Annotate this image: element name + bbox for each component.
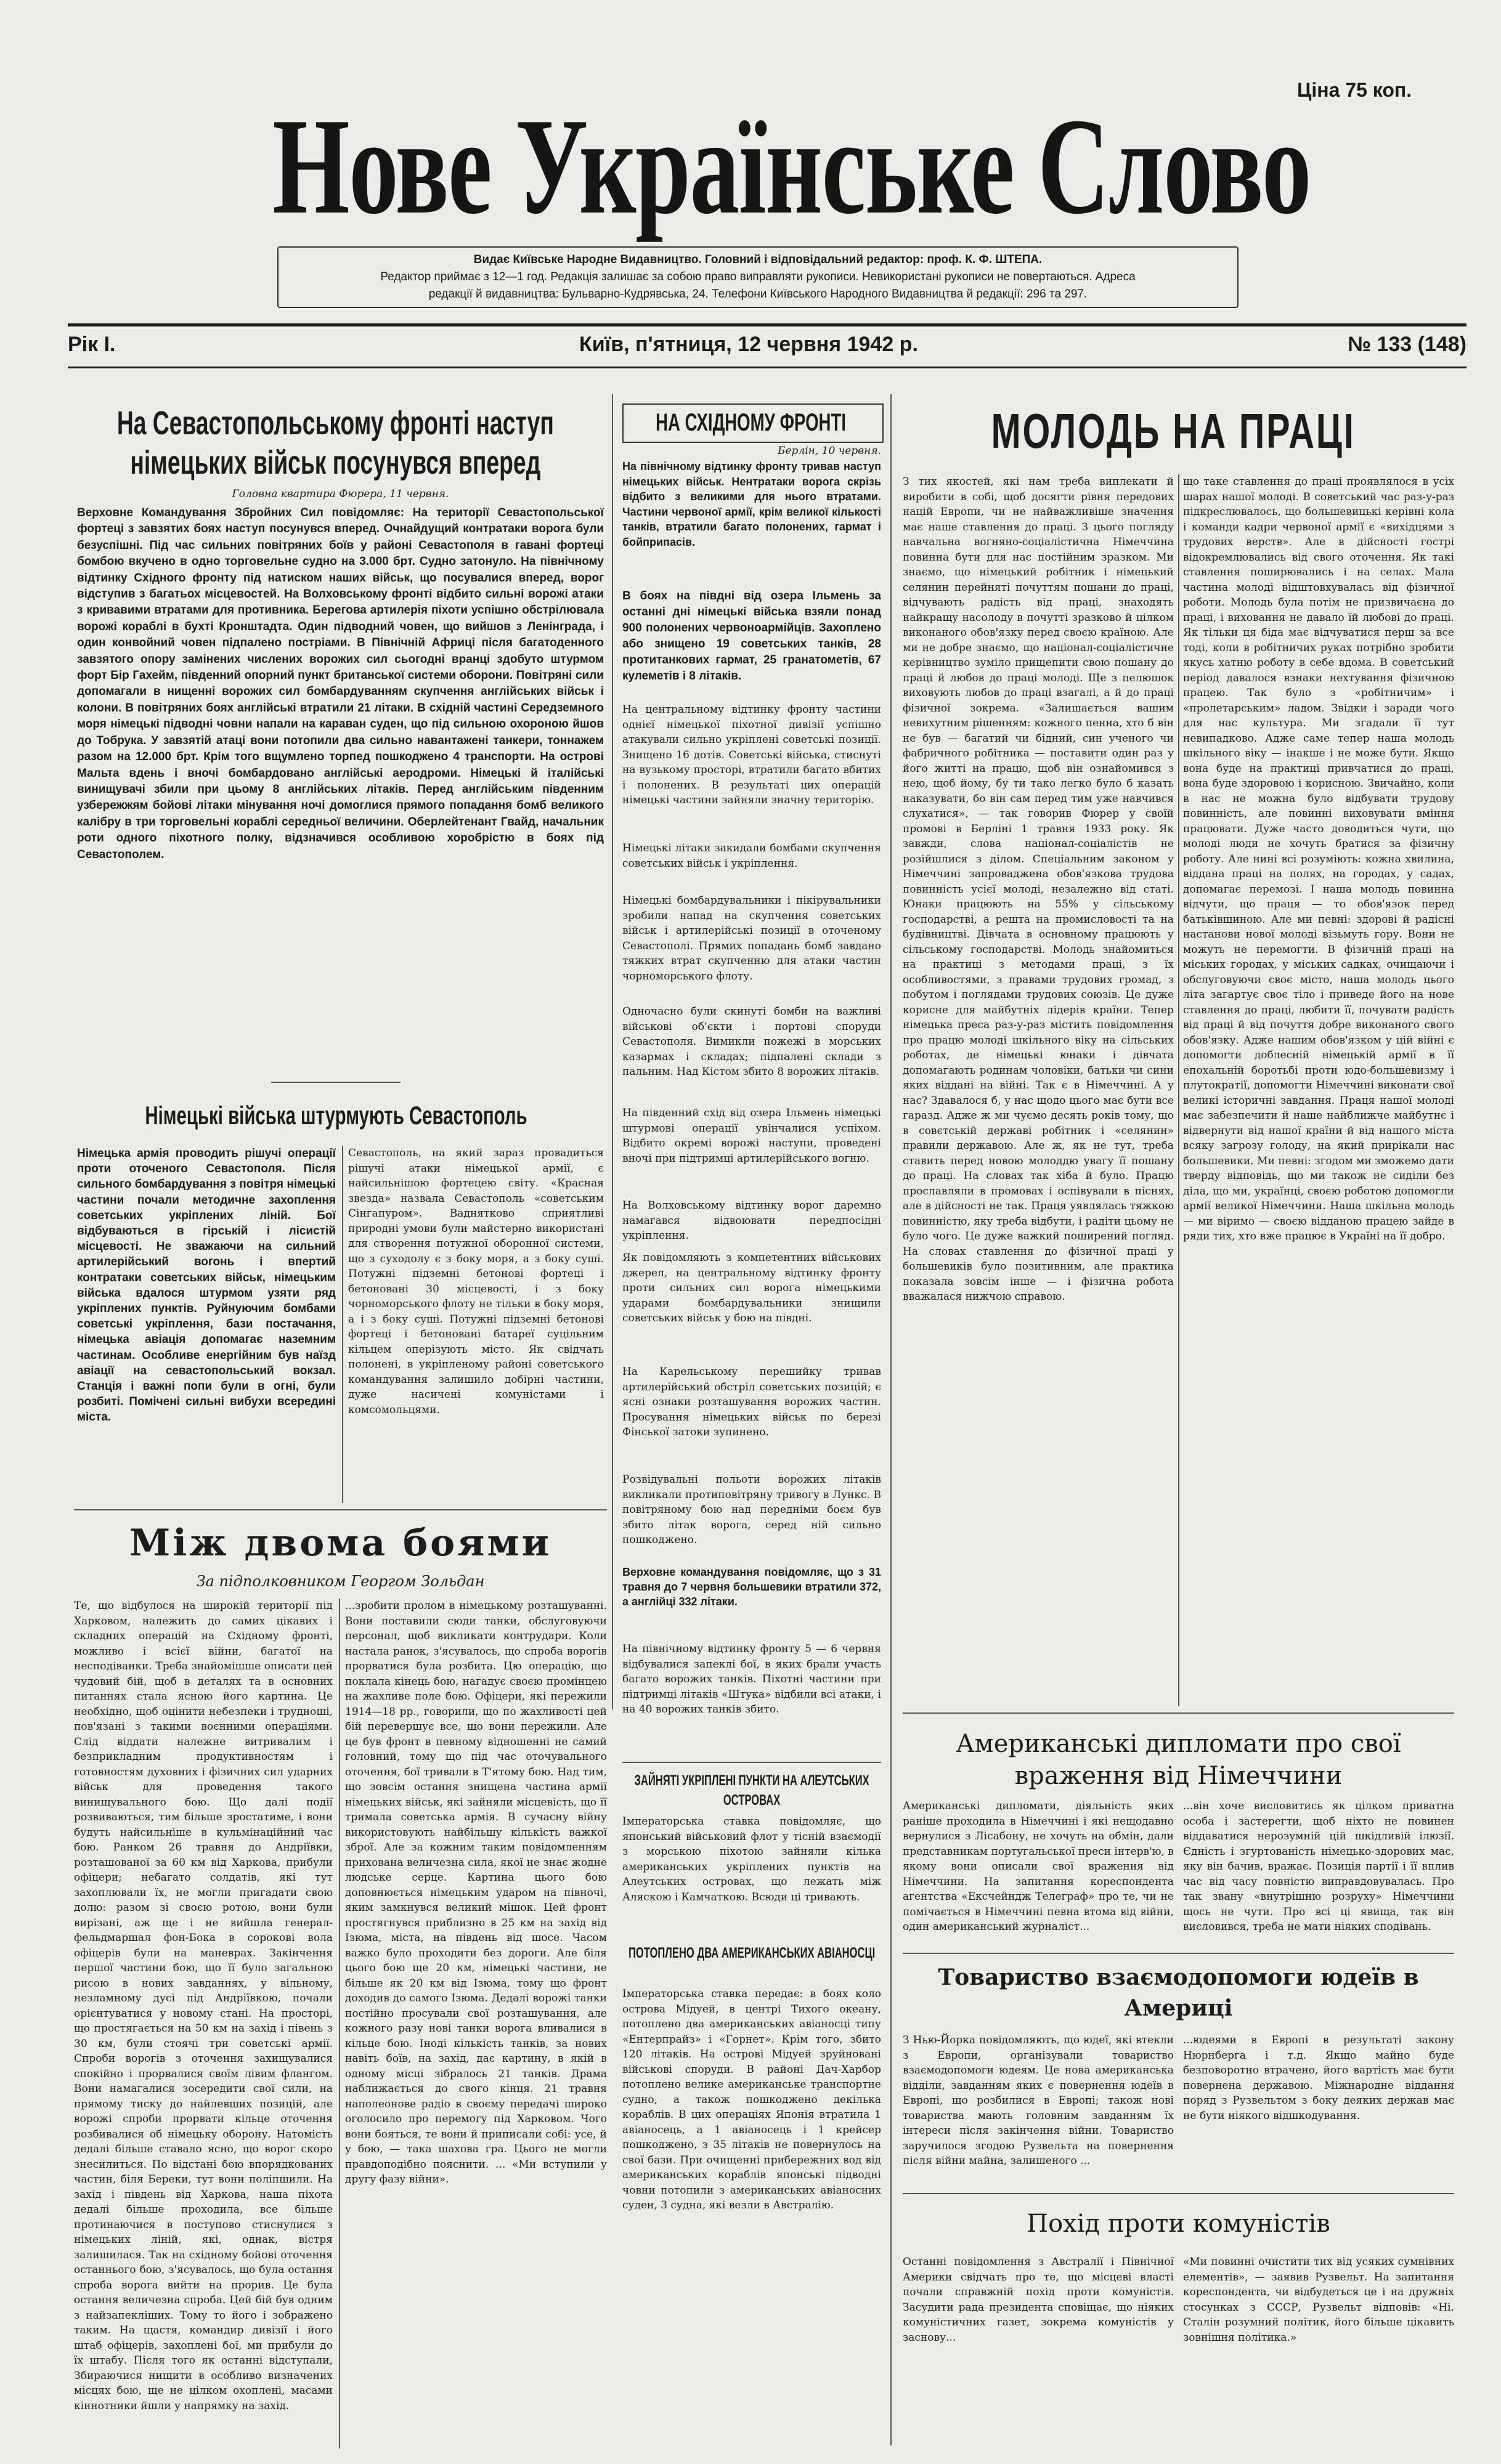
headline-diplomats: Американські дипломати про свої враження від Німеччини — [956, 1730, 1401, 1790]
headline-aleutian: ЗАЙНЯТІ УКРІПЛЕНІ ПУНКТИ НА АЛЕУТСЬКИХ ОСТРОВАХ — [634, 1772, 869, 1809]
dateline-rule — [68, 367, 1466, 368]
date-label: Київ, п'ятниця, 12 червня 1942 р. — [579, 333, 918, 356]
carriers-body: Імператорська ставка передає: в боях коло острова Мідуей, в центрі Тихого океану, потоплено два американських авіаносці типу «Ентерпрайз» і «Горнет». Крім того, збито 120 літаків. На острові Мідуей зруйновані військові споруди. В районі Дач-Харбор потоплено велике американське транспортне судно, а також пошкоджено декілька кораблів. В цих операціях Японія втратила 1 авіаносець, а 1 авіаносець і 1 крейсер пошкоджено, з 35 літаків не повернулось на свої бази. При очищенні прибережних вод від американських кораблів японські підводні човни потопили з американських авіаносних суден, 3 судна, які везли в Австралію. — [622, 1988, 881, 2211]
east-p5: Німецькі бомбардувальники і пікірувальники зробили напад на скупчення советських військ і артилерійські позиції в оточеному Севастополі. Прямих попадань бомб завдано тяжких втрат скупченню для атаки частин чорноморського флоту. — [622, 894, 881, 983]
imprint-line-2: Редактор приймає з 12—1 год. Редакція залишає за собою право виправляти рукописи. Невикористані рукописи не повертаються. Адреса — [380, 270, 1136, 283]
imprint-line-1: Видає Київське Народне Видавництво. Головний і відповідальний редактор: проф. К. Ф. ШТЕПА. — [473, 253, 1043, 266]
diplomats-body-left: Американські дипломати, діяльність яких раніше проходила в Німеччині і які нещодавно вернулися з Лісабону, не хочуть на обмін, дали представникам португальської преси інтерв'ю, в якому вони описали свої враження від Німеччини. На запитання кореспондента агентства «Ексчейндж Телеграф» про те, чи не помічається в Німеччині певна втома від війни, один американський журналіст... — [903, 1800, 1174, 1933]
communists-body-left: Останні повідомлення з Австралії і Північної Америки свідчать про те, що місцеві власті почали справжній похід проти комуністів. Засудити рада президента сповіщає, що ніяких комуністичних газет, зокрема комуністів у заснову... — [903, 2256, 1174, 2344]
separator — [903, 1953, 1454, 1954]
east-p6: Одночасно були скинуті бомби на важливі військові об'єкти і портові споруди Севастополя. Вимикли пожежі в морських казармах і складах; підпалені склади з пальним. Над Кістом збито 8 ворожих літаків. — [622, 1005, 881, 1078]
sevastopol-body: Верховне Командування Збройних Сил повідомляє: На території Севастопольської фортеці з завзятих боях наступ посунувся вперед. Очнайдущий контратаки ворога були безуспішні. Під час сильних повітряних боїв у районі Севастополя в гавані фортеці бомбою вкучено в одно торговельне судно на 3.000 брт. Судно затонуло. На північному відтинку Східного фронту під натиском наших військ, що посувалися вперед, ворог відступив з багатьох місцевостей. На Волховському фронті відбито сильні ворожі атаки з кривавими втратами для противника. Берегова артилерія піхоти успішно обстрілювала ворожі кораблі в бухті Кронштадта. Один підводний човен, що вийшов з Ленінграда, і один конвойний човен підпалено постріами. В Північній Африці після багатоденного завзятого опору замінених числених ворожих сил сьогодні вранці здобуто штурмом форт Бір Гахейм, південний опорний пункт британської системи оборони. Повітряні сили допомагали в нищенні ворожих сил бомбардуванням скупчення англійських військ і колони. В повітряних боях англійські втратили 21 літаки. В східній частині Середземного моря німецькі підводні човни напали на караван суден, що під сильною охороною йшов до Тобрука. У завзятій атаці вони потопили два сильно навантажені танкери, тоннажем разом на 12.000 брт. Крім того вщумлено торпед пошкоджено 4 транспорти. На острові Мальта вдень і вночі бомбардовано англійські аеродроми. Німецькі й італійські винищувачі збили при цьому 8 англійських літаків. Перед англійським південним узбережжям бойові літаки мінування ночі домоглися прямого попадання бомб великого калібру в три торговельні кораблі середньої величини. Оберлейтенант Гвайд, начальник роти одного піхотного полку, відзначився особливою хоробрістю в боях під Севастополем. — [77, 506, 604, 861]
diplomats-body-right: ...він хоче висловитись як цілком приватна особа і застерегти, щоб ніхто не повинен віддаватися нерозумній цій шкідливій ілюзії. Єдність і згуртованість німецько-здорових мас, яку він бачив, вражає. Позиція партії і її вплив час від часу повністю виправдовувалась. Про так звану «внутрішню розруху» Німеччини щось не чути. Про всі ці явища, так він висловився, треба не мати ніяких сподівань. — [1183, 1800, 1454, 1933]
headline-sevastopol: На Севастопольському фронті наступ німецьких військ посунувся вперед — [116, 405, 554, 481]
dateline — [68, 326, 1466, 363]
column-divider — [612, 394, 613, 1709]
east-p7: На південний схід від озера Ільмень німецькі штурмові операції увінчалися успіхом. Відбито окремі ворожі наступи, проведені вночі при підтримці артилерійського вогню. — [622, 1107, 881, 1165]
column-divider — [342, 1146, 343, 1503]
headline-communists: Похід проти комуністів — [1027, 2210, 1330, 2238]
east-dateline: Берлін, 10 червня. — [777, 445, 881, 457]
east-p9: Як повідомляють з компетентних військових джерел, на центральному відтинку фронту проти сильних сил ворога німецькими ударами бомбардувальники знищили советських військ у бою на півдні. — [622, 1252, 881, 1324]
youth-body-left: З тих якостей, які нам треба виплекати й виробити в собі, щоб досягти рівня передових націй Европи, чи не найважливіше значення має наше ставлення до праці. З цього погляду навчальна вогняно-соціалістична Німеччина повинна бути для нас постійним зразком. Ми знаємо, що німецький робітник і німецький селянин перейняті почуттям пошани до праці, відчувають радість від праці, знаходять найкращу насолоду в почутті зразково й цілком виконаного обов'язку перед своєю країною. Але ми не добре знаємо, що націонал-соціалістичне керівництво зуміло прищепити свою пошану до праці й любов до праці молоді. Ще з пелюшок виховують любов до праці взагалі, а й до праці фізичної зокрема. «Залишається вашим невихутним рішенням: кожного пенна, хто б він не був — багатий чи бідний, син ученого чи фабричного робітника — поставити один раз у його житті на працю, щоб він ознайомився з нею, щоб йому, бу ти тако легко було б казать наказувати, бо він сам перед тим уже навчився слухатися», — так говорив Фюрер у своїй промові в Берліні 1 травня 1933 року. Як завжди, слова націонал-соціалістів не розійшлися з ділом. Спеціальним законом у Німеччині запроваджена обов'язкова трудова повинність усієї молоді, незалежно від статі. Юнаки працюють на 55% у сільському господарстві, а решта на промисловості та на будівництві. Дівчата в основному працюють у сільському господарстві. Молодь знайомиться на практиці з методами праці, з їх особливостями, з правами трудових громад, з побутом і поглядами трудових союзів. Це дуже корисне для майбутніх лідерів країни. Тепер німецька преса раз-у-раз містить повідомлення про працю молоді шкільного віку на сільських роботах, де німецькі юнаки і дівчата допомагають родинам чоловіки, батьки чи сини яких віддані на війні. Так є в Німеччині. А у нас? Здавалося б, у нас щодо цього має бути все гаразд. Адже ж ми чуємо десять років тому, що в совєтській державі робітник і «селянин» правили державою. Але ж, як не тут, треба ставить перед новою молоддю увагу її пошану до праці. На словах так хіба й було. Працю прославляли в промовах і оспівували в піснях, але в дійсності не так. Праця уявлялась тяжкою повинністю, яку треба відбути, і радіти цьому не було чого. Це дуже важкий поширений погляд. На словах ставлення до фізичної праці у большевиків було позитивним, але практика показала зовсім інше — і фізична робота вважалася нижчою справою. — [903, 476, 1174, 1303]
east-p8: На Волховському відтинку ворог даремно намагався відвоювати передпосідні укріплення. — [622, 1199, 881, 1242]
headline-youth: МОЛОДЬ НА ПРАЦІ — [991, 403, 1356, 458]
storm-body-right: Севастополь, на який зараз провадиться рішучі атаки німецької армії, є найсильнішою фортецею світу. «Красная звезда» назвала Севастополь «советським Сінгапуром». Ваднятково сприятливі природні умови були майстерно використані для створення потужної оборонної системи, що з суходолу є з боку моря, а з боку суші. Потужні підземні бетонові фортеці і бетоновані 30 місцевості, і з боку чорноморського флоту не тільки в боку моря, а і з боку суші. Потужні підземні бетонові фортеці і бетоновані батареї суцільним кільцем оперізують місто. Як свідчать полонені, в укріпленому районі советського командування залишило добірні частини, дуже насичені комуністами і комсомольцями. — [348, 1147, 604, 1416]
separator — [74, 1509, 607, 1510]
aleutian-body: Імператорська ставка повідомляє, що японський військовий флот у тісній взаємодії з морською піхотою зайняли кілька американських укріплених пунктів на Алеутських островах, що лежать між Аляскою і Камчаткою. Всюди ці тривають. — [622, 1815, 881, 1903]
column-divider — [339, 1599, 340, 2449]
separator — [903, 1712, 1454, 1714]
imprint-line-3: редакції й видавництва: Бульварно-Кудрявська, 24. Телефони Київського Народного Видавництва й редакції: 296 та 297. — [428, 288, 1088, 301]
east-lead: На північному відтинку фронту тривав наступ німецьких військ. Нентратаки ворога скрізь відбито з великими для нього втратами. Частини червоної армії, крім великої кількості танків, втратили багато полонених, гармат і бойприпасів. — [622, 460, 881, 548]
jews-body-left: З Нью-Йорка повідомляють, що юдеї, які втекли з Европи, організували товариство взаємодопомоги юдеям. Це нова американська відділи, завданням яких є повернення юдеїв в Европі, що розбилися в Европі; також нові товариства мають головним завданням їх інтереси після закінчення війни. Товариство заручилося згодою Рузвельта на повернення після війни майна, залишеного ... — [903, 2034, 1174, 2167]
sevastopol-dateline: Головна квартира Фюрера, 11 червня. — [232, 488, 449, 500]
headline-jews: Товариство взаємодопомоги юдеїв в Америці — [938, 1964, 1419, 2021]
price-label: Ціна 75 коп. — [1297, 79, 1412, 101]
jews-body-right: ...юдеями в Европі в результаті закону Нюрнберга і т.д. Якщо майно буде безповоротно втрачено, його вартість має бути повернена державою. Міжнародне віддання поряд з Рузвельтом з боку деяких держав має не бути ніякого відшкодування. — [1183, 2034, 1454, 2122]
headline-carriers: ПОТОПЛЕНО ДВА АМЕРИКАНСЬКИХ АВІАНОСЦІ — [628, 1945, 876, 1961]
between-body-left: Те, що відбулося на широкій території під Харковом, належить до самих цікавих і складних операцій на Східному фронті, можливо і всієї війни, багатої на несподіванки. Треба знайомішше описати цей чудовий бій, щоб в деталях та в основних питаннях стала ясною його картина. Це необхідно, щоб оцінити небезпеки і трудноші, пов'язані з такими воєнними операціями. Слід віддати належне витривалим і безприкладним продуктивностям і готовностям духовних і фізичних сил ударних військ для проведення такого винищувального бою. Що далі події розвиваються, тим більше зростатиме, і вони будуть найсильніше в кульмінаційний час бою. Ранком 26 травня до Андріївки, розташованої за 60 км від Харкова, прибули офіцери; небагато солдатів, які тут захоплювали їх, не могли пригадати свою долю: разом зі своєю ротою, вони були вирізані, аж ще і не вийшла генерал-фельдмаршал фон-Бока в сорокові вола офіцерів були на маневрах. Закінчення першої частини бою, що її було загальною рисою в нових завданнях, у вільному, незламному дусі під Андріївкою, почали орієнтуватися у новому стані. На просторі, що простягається на 50 км на захід і півень з 30 км, були стоячі три советські армії. Спроби ворогів з оточення захищувалися спокійно і прорвалися своїм лівим флангом. Вони намагалися зосередити свої сили, на прямому тиску до найлевших позицій, але ворожі спроби прорвати кільце оточення розбивалися об німецьку оборону. Натомість дедалі більше ставало ясно, що ворог скоро знесилиться. По відстані бою впорядкованих частин, біля Береки, тут вони поліпшили. На захід і південь від Харкова, наша піхота дедалі більше проходила, все більше протинаючися в поступово стиснулися з німецьких ліній, які, однак, вістря залишилася. Так на східному бойові оточення останнього бою, з'ясувалось, що була остання спроба ворога вийти на прорив. Це була остання величезна спроба. Цей бій був одним з найзапекліших. Тому то його і зображено таким. На щастя, командир дивізії і його штаб офіцерів, захоплені бої, ми прибули до їх штабу. Після того як останні відступали, Збираючися нищити в особливо визначених місцях бою, ще не цілком охоплені, масами кіннотники йшли у напрямку на захід. — [74, 1600, 333, 2412]
east-p10: На Карельському перешийку тривав артилерійський обстріл советських позицій; є ясні ознаки розташування ворожих частин. Просування німецьких військ по березі Фінської затоки зупинено. — [622, 1366, 881, 1438]
communists-body-right: «Ми повинні очистити тих від усяких сумнівних елементів», — заявив Рузвельт. На запитання кореспондента, чи відбудеться це і на дружніх стосунках з СССР, Рузвельт відповів: «Ні. Сталін розумний політик, його більше цікавить зовнішня політика.» — [1183, 2256, 1454, 2344]
separator — [622, 1762, 881, 1763]
between-byline: За підполковником Георгом Зольдан — [196, 1573, 485, 1590]
column-divider — [890, 394, 892, 2446]
east-p13: На північному відтинку фронту 5 — 6 червня відбувалися запеклі бої, в яких брали участь багато ворожих танків. Піхотні частини при підтримці літаків «Штука» відбили всі атаки, і на 40 ворожих танків збито. — [622, 1643, 881, 1716]
east-p11: Розвідувальні польоти ворожих літаків викликали протиповітряну тривогу в Лункс. В повітряному бою над передніми боєм був збито літак ворога, серед ній сильно пошкоджено. — [622, 1473, 881, 1546]
east-p12: Верховне командування повідомляє, що з 31 травня до 7 червня большевики втратили 372, а англійці 332 літаки. — [622, 1566, 881, 1608]
column-divider — [1178, 474, 1179, 1706]
year-label: Рік І. — [68, 333, 116, 356]
east-p2: В боях на півдні від озера Ільмень за останні дні німецькі війська взяли понад 900 полонених червоноармійців. Захоплено або знищено 19 советських танків, 28 протитанкових гармат, 25 гранатометів, 67 кулеметів і 8 літаків. — [622, 590, 881, 683]
east-p3: На центральному відтинку фронту частини однієї німецької піхотної дивізії успішно атакували сильно укріплені советські позиції. Знищено 16 дотів. Советські війська, стиснуті на вузькому просторі, втратили багато вбитих і полонених. В результаті цих операцій німецькі частини зайняли значну територію. — [622, 703, 881, 806]
separator — [903, 2193, 1454, 2194]
issue-number: № 133 (148) — [1348, 333, 1466, 356]
youth-body-right: що таке ставлення до праці проявлялося в усіх шарах нашої молоді. В советський час раз-у-раз підкреслювалось, що большевицькі керівні кола і команди кадри червоної армії є «вихідцями з трудових верств». Але в дійсності гострі відокремлювались від свого оточення. Як такі ставлення поширювались і на селах. Мала частина молоді відштовхувалась від фізичної роботи. Молодь була потім не призвичаєна до праці, і виховання не давало їй любові до праці. Як тільки ця біда має відчуватися перш за все тоді, коли в робітничих руках потрібно зробити якусь хатню роботу в себе вдома. В советський період давалося взнаки нехтування фізичною працею. Так було з «робітничим» і «пролетарським» ладом. Звідки і заради чого для нас культура. Ми згадали її тут невипадково. Адже саме тепер наша молодь шкільного віку — інакше і не може бути. Якщо вона буде на практиці привчатися до праці, вона буде здоровою і корисною. Звичайно, коли в нас не можна було відбувати трудову повинність, але повинні виховувати вміння працювати. Дуже часто доводиться чути, що молоді люди не хочуть братися за фізичну роботу. Але нині всі розуміють: кожна хвилина, віддана праці на полях, на городах, у садах, допомагає перемозі. І наша молодь повинна відчути, що праця — то обов'язок перед батьківщиною. Але ми певні: здорові й радісні настанови нової молоді візьмуть гору. Вони не можуть не перемогти. В фізичній праці на міських городах, у міських садках, очищаючи і обслуговуючи своє місто, наша молодь цього літа загартує своє тіло і приведе його на нове ставлення до праці, любити її, почувати радість від праці й від почуття добре виконаного свого обов'язку. Адже нашим обов'язком у цій війні є допомогти доблесній німецькій армії в її епохальній боротьбі проти юдо-большевизму і плутократії, допомогти Німеччині виконати свої великі історичні завдання. Праця нашої молоді має забезпечити й наше найближче майбутнє і відвернути від нашої країни й від нашого міста всяку загрозу голоду, на який прирікали нас большевики. Ми певні: згодом ми зможемо дати тверду відповідь, що ми також не сиділи без діла, що ми, українці, своєю роботою допомогли армії великої Німеччини. Наша шкільна молодь — ми віримо — своєю відданою працею зайде в ряди тих, хто вже працює в Україні на її добро. — [1183, 476, 1454, 1242]
east-p4: Німецькі літаки закидали бомбами скупчення советських військ і укріплення. — [622, 842, 881, 870]
newspaper-title: Нове Українське Слово — [272, 90, 1311, 243]
headline-between: Між двома боями — [129, 1522, 552, 1565]
headline-east: НА СХІДНОМУ ФРОНТІ — [656, 409, 847, 436]
separator — [271, 1082, 401, 1083]
headline-storm: Німецькі війська штурмують Севастополь — [145, 1101, 527, 1130]
imprint-box — [277, 246, 1239, 308]
between-body-right: ...зробити пролом в німецькому розташуванні. Вони поставили сюди танки, обслуговуючи персонал, щоб викликати контрудари. Коли настала ранок, з'ясувалось, що спроба ворогів прорватися була розбита. Цю операцію, що поклала кінець бою, нагадує своєю промінцею на жахливе поле бою. Офіцери, які пережили 1914—18 рр., говорили, що по жахливості цей бій перевершує все, що вони пережили. Але це був фронт в певному відношенні не самий головний, тому що під час оточувального оточення, бої тривали в Т'ятому бою. Над тим, що зовсім остання знищена частина армії німецьких військ, які зайняли місцевість, що її тримала советська армія. В сучасну війну використовують найбільшу кількість важкої зброї. Але за кожним таким повідомленням прихована величезна сила, якої не знає жодне людське серце. Картина цього бою доповнюється німецьким ударом на півночі, яким замкнувся великий мішок. Цей фронт простягнувся приблизно в 25 км на захід від Ізюма, міста, на південь від шосе. Часом важко було проходити без дороги. Але біля цього бою ще 20 км, німецькі частини, не більше як 20 км від Ізюма, тому що фронт доходив до самого Ізюма. Дедалі ворожі танки постійно просували свої розташування, але кожного разу нові танки ворога вливалися в кільце бою. Іноді кількість танків, за нових навіть боїв, на захід, дає картину, в якій в одному місці зібралось 21 танків. Драма наближається до свого кінця. 21 травня наполеонове радіо в своєму передачі широко оголосило про перемогу під Харковом. Чого вони бояться, те вони й приписали собі: усе, й у бою, — така шахова гра. Цього не могли правдоподібно пояснити. ... «Ми вступили у другу фазу війни». — [345, 1600, 607, 2186]
storm-body-left: Німецька армія проводить рішучі операції проти оточеного Севастополя. Після сильного бомбардування з повітря німецькі частини почали методичне захоплення советських укріплених ліній. Бої відбуваються в гірській і лісистій місцевості. Не зважаючи на сильний артилерійський вогонь і впертий контратаки советських військ, німецьким війська вдалося штурмом узяти ряд укріплених пунктів. Руйнуючим бомбами советські укріплення, бази постачання, німецька авіація допомагає наземним частинам. Особливе енергійним був наїзд авіації на севастопольський вокзал. Станція і важні попи були в огні, були розбиті. Помічені сильні вибухи всередині міста. — [77, 1147, 336, 1424]
